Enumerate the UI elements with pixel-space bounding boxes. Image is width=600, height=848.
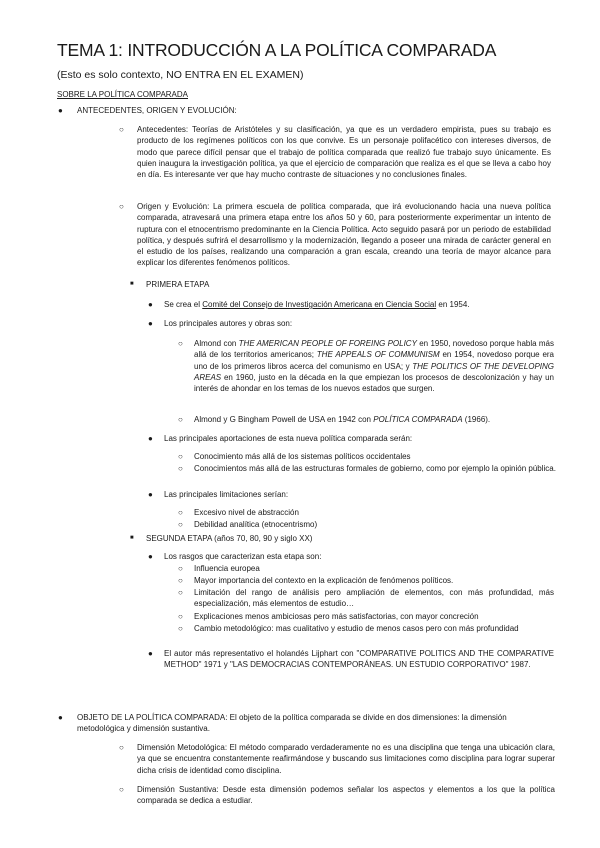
bullet-disc-icon: ● <box>58 106 63 115</box>
origen-evolucion-paragraph: Origen y Evolución: La primera escuela de política comparada, que irá evolucionando hacia una nueva política comparada, atravesará una primera etapa entre los años 50 y 60, para posteriormente experimentar un intento de ruptura con el etnocentrismo predominante en la Ciencia Política. Acto seguido pasará por un periodo de estabilidad política, y después sufrirá el desarrollismo y la modernización, llegando a poseer una mirada de carácter general en el estudio de los países, realizando una comparación a gran escala, creando una teoría de mayor alcance para explicar los diferentes fenómenos políticos. <box>137 202 551 268</box>
rasgos-item: Los rasgos que caracterizan esta etapa son: <box>164 552 322 561</box>
bullet-circle-icon: ○ <box>178 339 183 348</box>
bullet-disc-icon: ● <box>148 490 153 499</box>
bullet-disc-icon: ● <box>148 434 153 443</box>
bullet-circle-icon: ○ <box>178 576 183 585</box>
primera-etapa-heading: PRIMERA ETAPA <box>146 280 210 289</box>
almond-powell-item: Almond y G Bingham Powell de USA en 1942 con POLÍTICA COMPARADA (1966). <box>194 415 491 424</box>
bullet-disc-icon: ● <box>148 649 153 658</box>
bullet-circle-icon: ○ <box>178 624 183 633</box>
rasgo-3: Limitación del rango de análisis pero ampliación de elementos, con más profundidad, más especialización, más elementos de estudio… <box>194 588 554 609</box>
rasgo-2: Mayor importancia del contexto en la explicación de fenómenos políticos. <box>194 576 454 585</box>
rasgo-1: Influencia europea <box>194 564 260 573</box>
objeto-paragraph: OBJETO DE LA POLÍTICA COMPARADA: El objeto de la política comparada se divide en dos dimensiones: la dimensión metodológica y dimensión sustantiva. <box>77 713 507 734</box>
rasgo-4: Explicaciones menos ambiciosas pero más satisfactorias, con mayor concreción <box>194 612 479 621</box>
bullet-circle-icon: ○ <box>178 612 183 621</box>
lijphart-item: El autor más representativo el holandés Lijphart con "COMPARATIVE POLITICS AND THE COMPARATIVE METHOD" 1971 y "LAS DEMOCRACIAS CONTEMPORÁNEAS. UN ESTUDIO CORPORATIVO" 1987. <box>164 649 554 670</box>
autores-item: Los principales autores y obras son: <box>164 319 293 328</box>
bullet-circle-icon: ○ <box>178 520 183 529</box>
dimension-sustantiva-paragraph: Dimensión Sustantiva: Desde esta dimensión podemos señalar los aspectos y elementos a los que la política comparada se dedica a estudiar. <box>137 785 555 806</box>
bullet-circle-icon: ○ <box>119 202 124 211</box>
bullet-disc-icon: ● <box>148 300 153 309</box>
aportacion-1: Conocimiento más allá de los sistemas políticos occidentales <box>194 452 411 461</box>
page-subtitle: (Esto es solo contexto, NO ENTRA EN EL EXAMEN) <box>57 69 304 81</box>
section-antecedentes-heading: ANTECEDENTES, ORIGEN Y EVOLUCIÓN: <box>77 106 237 115</box>
bullet-disc-icon: ● <box>148 552 153 561</box>
aportacion-2: Conocimientos más allá de las estructuras formales de gobierno, como por ejemplo la opinión pública. <box>194 464 556 473</box>
bullet-circle-icon: ○ <box>119 743 124 752</box>
antecedentes-paragraph: Antecedentes: Teorías de Aristóteles y su clasificación, ya que es un verdadero empirista, pues su trabajo es producto de los regímenes políticos con los que convive. Es un personaje polifacético con intereses diversos, de modo que parece difícil pensar que el trabajo de política comparada que realizó fue trabajo suyo únicamente. Es quien inaugura la investigación política, ya que el ejercicio de comparación que realiza es el que se lleva a cabo hoy en día. Es interesante ver que hay mucho contraste de situaciones y no conclusiones finales. <box>137 125 551 180</box>
bullet-square-icon: ■ <box>130 281 134 287</box>
aportaciones-item: Las principales aportaciones de esta nueva política comparada serán: <box>164 434 413 443</box>
bullet-disc-icon: ● <box>58 713 63 722</box>
bullet-circle-icon: ○ <box>178 508 183 517</box>
bullet-circle-icon: ○ <box>178 564 183 573</box>
bullet-circle-icon: ○ <box>178 415 183 424</box>
bullet-circle-icon: ○ <box>178 464 183 473</box>
bullet-circle-icon: ○ <box>178 588 183 597</box>
rasgo-5: Cambio metodológico: mas cualitativo y estudio de menos casos pero con más profundidad <box>194 624 519 633</box>
limitacion-2: Debilidad analítica (etnocentrismo) <box>194 520 318 529</box>
bullet-circle-icon: ○ <box>119 125 124 134</box>
segunda-etapa-heading: SEGUNDA ETAPA (años 70, 80, 90 y siglo XX) <box>146 534 313 543</box>
bullet-circle-icon: ○ <box>119 785 124 794</box>
limitacion-1: Excesivo nivel de abstracción <box>194 508 299 517</box>
bullet-circle-icon: ○ <box>178 452 183 461</box>
bullet-disc-icon: ● <box>148 319 153 328</box>
page-title: TEMA 1: INTRODUCCIÓN A LA POLÍTICA COMPARADA <box>57 40 497 60</box>
bullet-square-icon: ■ <box>130 535 134 541</box>
comite-link[interactable]: Comité del Consejo de Investigación Americana en Ciencia Social <box>202 300 437 309</box>
comite-item: Se crea el Comité del Consejo de Investigación Americana en Ciencia Social en 1954. <box>164 300 470 309</box>
dimension-metodologica-paragraph: Dimensión Metodológica: El método comparado verdaderamente no es una disciplina que tenga una ubicación clara, ya que se encuentra constantemente reafirmándose y buscando sus limitaciones como disciplina para lograr superar dicha crisis de identidad como disciplina. <box>137 743 555 775</box>
section-heading-link[interactable]: SOBRE LA POLÍTICA COMPARADA <box>57 90 188 99</box>
almond-obras-paragraph: Almond con THE AMERICAN PEOPLE OF FOREING POLICY en 1950, novedoso porque habla más allá de los territorios americanos; THE APPEALS OF COMMUNISM en 1954, novedoso porque era uno de los primeros libros acerca del comunismo en USA; y THE POLITICS OF THE DEVELOPING AREAS en 1960, justo en la década en la que empiezan los procesos de descolonización y hay un interés de ahondar en los temas de los nuevos estados que surgen. <box>194 339 555 394</box>
limitaciones-item: Las principales limitaciones serían: <box>164 490 289 499</box>
